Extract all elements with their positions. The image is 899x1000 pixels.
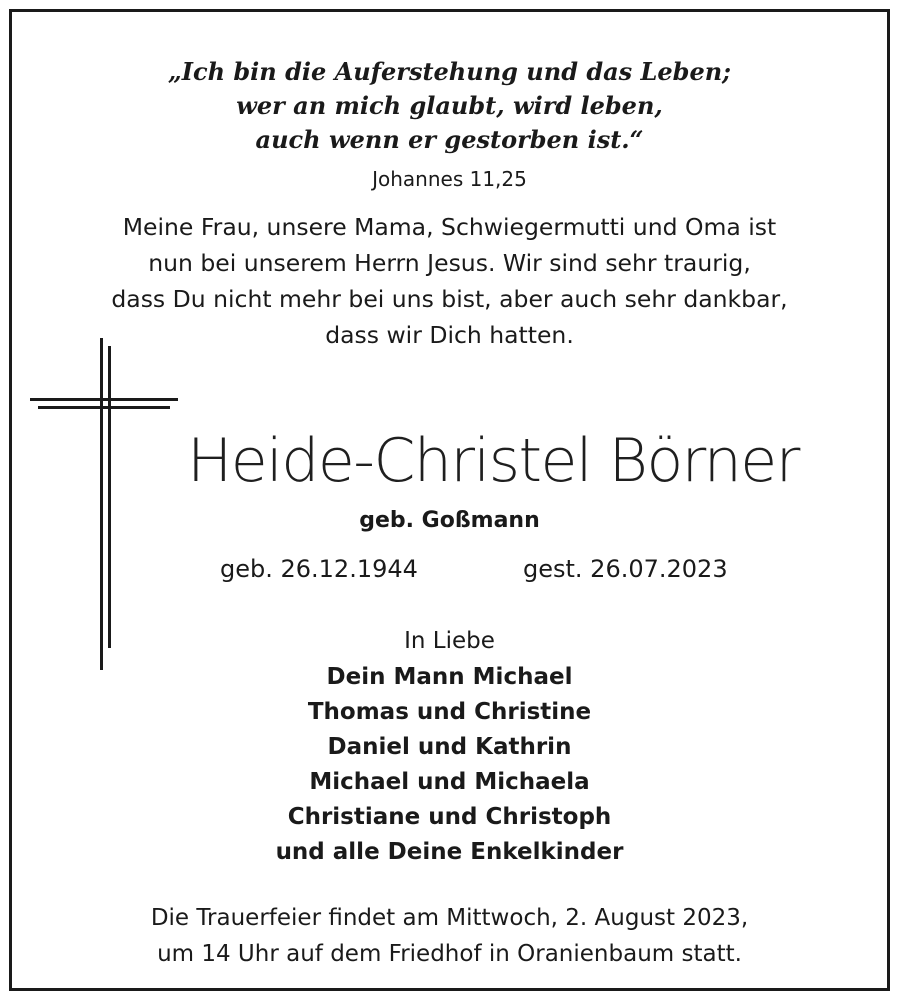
mourner-name: Dein Mann Michael [326, 664, 573, 690]
deceased-name: Heide-Christel Börner [187, 426, 799, 496]
quote-line-3: auch wenn er gestorben ist.“ [255, 125, 644, 154]
mourner-name: und alle Deine Enkelkinder [275, 839, 624, 865]
mourners-intro: In Liebe [404, 628, 495, 654]
funeral-line-1: Die Trauerfeier findet am Mittwoch, 2. August 2023, [150, 905, 749, 931]
funeral-line-2: um 14 Uhr auf dem Friedhof in Oranienbaum statt. [157, 941, 742, 967]
message-line-2: nun bei unserem Herrn Jesus. Wir sind sehr traurig, [148, 249, 751, 277]
mourner-name: Thomas und Christine [307, 699, 592, 725]
quote-line-2: wer an mich glaubt, wird leben, [236, 91, 663, 120]
message-line-4: dass wir Dich hatten. [325, 321, 574, 349]
quote-line-1: „Ich bin die Auferstehung und das Leben; [167, 57, 732, 86]
mourner-name: Michael und Michaela [309, 769, 590, 795]
message-line-1: Meine Frau, unsere Mama, Schwiegermutti und Oma ist [122, 213, 777, 241]
quote-source: Johannes 11,25 [372, 167, 527, 191]
maiden-name: geb. Goßmann [359, 508, 540, 533]
mourner-name: Christiane und Christoph [287, 804, 612, 830]
death-date: gest. 26.07.2023 [523, 555, 728, 583]
message-line-3: dass Du nicht mehr bei uns bist, aber auch sehr dankbar, [111, 285, 788, 313]
birth-date: geb. 26.12.1944 [220, 555, 418, 583]
mourner-name: Daniel und Kathrin [327, 734, 572, 760]
